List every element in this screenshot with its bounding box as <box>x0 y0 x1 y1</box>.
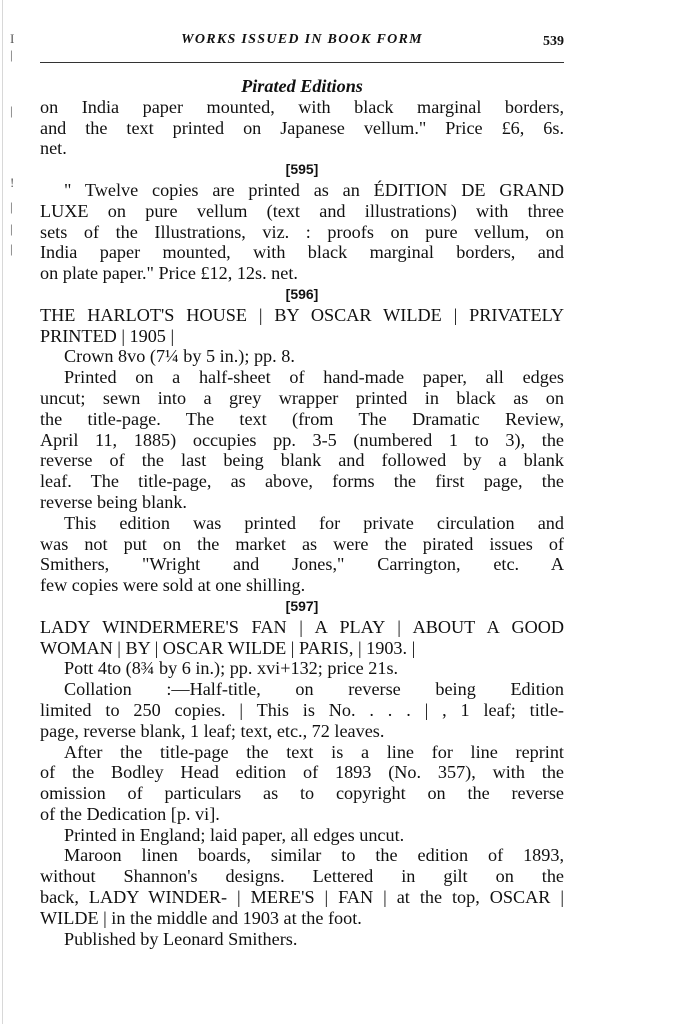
text-line: and the text printed on Japanese vellum." Price £6, 6s. <box>40 117 564 138</box>
text-line: the title-page. The text (from The Dramatic Review, <box>40 408 564 429</box>
margin-mark: | <box>10 241 13 256</box>
text-line: After the title-page the text is a line for line reprint <box>64 741 564 762</box>
entry-number: [596] <box>285 285 319 302</box>
text-line: Published by Leonard Smithers. <box>64 928 298 949</box>
section-title: Pirated Editions <box>241 76 363 96</box>
page-body <box>40 76 564 949</box>
text-line: " Twelve copies are printed as an ÉDITION DE GRAND <box>64 179 564 200</box>
margin-mark: | <box>10 221 13 236</box>
text-line: on India paper mounted, with black marginal borders, <box>40 96 564 117</box>
text-line: back, LADY WINDER- | MERE'S | FAN | at the top, OSCAR | <box>40 887 564 908</box>
text-line: April 11, 1885) occupies pp. 3-5 (numbered 1 to 3), the <box>40 429 564 450</box>
entry-number: [595] <box>285 161 319 178</box>
text-line: LUXE on pure vellum (text and illustrations) with three <box>40 200 564 221</box>
running-head: WORKS ISSUED IN BOOK FORM <box>181 32 423 47</box>
margin-mark: I <box>10 31 15 46</box>
margin-mark: ! <box>10 175 15 190</box>
text-line: uncut; sewn into a grey wrapper printed in black as on <box>40 387 564 408</box>
header-rule <box>40 62 564 63</box>
margin-mark: | <box>10 47 13 62</box>
text-line: of the Dedication [p. vi]. <box>40 803 220 824</box>
entry-number: [597] <box>285 597 319 614</box>
text-line: India paper mounted, with black marginal borders, and <box>40 242 564 263</box>
entry-format: Crown 8vo (7¼ by 5 in.); pp. 8. <box>64 346 295 367</box>
text-line: of the Bodley Head edition of 1893 (No. 357), with the <box>40 762 564 783</box>
entry-title-line: THE HARLOT'S HOUSE | BY OSCAR WILDE | PRIVATELY <box>40 304 564 325</box>
text-line: reverse being blank. <box>40 491 187 512</box>
text-line: Printed on a half-sheet of hand-made paper, all edges <box>64 367 564 388</box>
collation-line: Collation :—Half-title, on reverse being Edition <box>64 679 564 700</box>
text-line: few copies were sold at one shilling. <box>40 575 306 596</box>
text-line: leaf. The title-page, as above, forms the first page, the <box>40 471 564 492</box>
collation-line: page, reverse blank, 1 leaf; text, etc., 72 leaves. <box>40 720 385 741</box>
text-line: WILDE | in the middle and 1903 at the foot. <box>40 907 362 928</box>
collation-line: limited to 250 copies. | This is No. . . . | , 1 leaf; title- <box>40 699 564 720</box>
page-header <box>40 30 564 54</box>
page-edge <box>2 0 3 1024</box>
text-line: was not put on the market as were the pirated issues of <box>40 533 564 554</box>
text-line: reverse of the last being blank and followed by a blank <box>40 450 564 471</box>
text-line: on plate paper." Price £12, 12s. net. <box>40 263 298 284</box>
entry-format: Pott 4to (8¾ by 6 in.); pp. xvi+132; price 21s. <box>64 658 399 679</box>
text-line: net. <box>40 138 67 159</box>
entry-title-line: WOMAN | BY | OSCAR WILDE | PARIS, | 1903. | <box>40 637 416 658</box>
page-number: 539 <box>543 34 564 49</box>
margin-mark: | <box>10 199 13 214</box>
text-line: Printed in England; laid paper, all edges uncut. <box>64 824 405 845</box>
text-line: omission of particulars as to copyright on the reverse <box>40 783 564 804</box>
entry-title-line: PRINTED | 1905 | <box>40 325 175 346</box>
text-line: Maroon linen boards, similar to the edition of 1893, <box>64 845 564 866</box>
margin-mark: | <box>10 103 13 118</box>
text-line: sets of the Illustrations, viz. : proofs on pure vellum, on <box>40 221 564 242</box>
text-line: without Shannon's designs. Lettered in gilt on the <box>40 866 564 887</box>
text-line: Smithers, "Wright and Jones," Carrington, etc. A <box>40 554 564 575</box>
entry-title-line: LADY WINDERMERE'S FAN | A PLAY | ABOUT A GOOD <box>40 616 564 637</box>
text-line: This edition was printed for private circulation and <box>64 512 564 533</box>
